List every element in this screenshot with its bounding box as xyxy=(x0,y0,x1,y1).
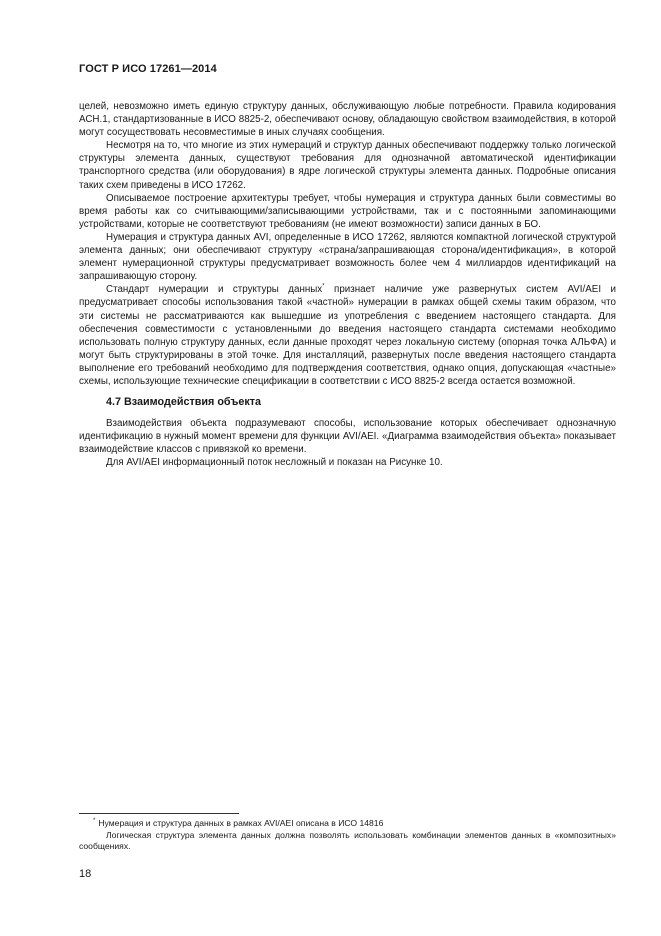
body-text xyxy=(79,100,616,470)
footnote-divider xyxy=(79,813,239,814)
footnote-reference-mark: * xyxy=(322,284,325,291)
paragraph-numbering-standard-start: Стандарт нумерации и структуры данных xyxy=(106,284,323,296)
paragraph-object-interactions: Взаимодействия объекта подразумевают способы, использование которых обеспечивает однозначную идентификацию в нужный момент времени для функции AVI/AEI. «Диаграмма взаимодействия объекта» показывает взаимодействие классов с привязкой ко времени. xyxy=(79,418,616,456)
page-number: 18 xyxy=(79,868,92,880)
footnotes xyxy=(79,818,616,853)
footnote-1 xyxy=(79,818,616,830)
paragraph-numbering-standard xyxy=(79,283,616,388)
document-header: ГОСТ Р ИСО 17261—2014 xyxy=(79,63,217,75)
paragraph-avi-structure: Нумерация и структура данных AVI, определенные в ИСО 17262, являются компактной логической структурой элемента данных; они обеспечивают структуру «страна/запрашивающая сторона/идентификация», в которой элемент нумерационной структуры предусматривает возможность более чем 4 миллиардов идентификаций на запрашивающую сторону. xyxy=(79,231,616,283)
paragraph-numbering-support: Несмотря на то, что многие из этих нумераций и структур данных обеспечивают поддержку только логической структуры элемента данных, существуют требования для однозначной автоматической идентификации транспортного средства (или оборудования) в ядре логической структуры элемента данных. Подробные описания таких схем приведены в ИСО 17262. xyxy=(79,140,616,191)
paragraph-information-flow: Для AVI/AEI информационный поток несложный и показан на Рисунке 10. xyxy=(106,457,443,469)
section-title: 4.7 Взаимодействия объекта xyxy=(106,396,262,409)
paragraph-continuation: целей, невозможно иметь единую структуру данных, обслуживающую любые потребности. Правила кодирования АСН.1, стандартизованные в ИСО 8825-2, обеспечивают основу, обладающую свойством взаимодействия, в которой могут сосуществовать несовместимые в иных случаях сообщения. xyxy=(79,101,616,139)
paragraph-architecture: Описываемое построение архитектуры требует, чтобы нумерация и структура данных были совместимы во время работы как со считывающими/записывающими устройствами, так и с постоянными запоминающими устройствами, которые не соответствуют требованиям (не имеют возможности) записи данных в БО. xyxy=(79,192,616,230)
footnote-2: Логическая структура элемента данных должна позволять использовать комбинации элементов данных в «композитных» сообщениях. xyxy=(79,829,616,851)
footnote-mark: * xyxy=(93,818,96,825)
paragraph-numbering-standard-rest: признает наличие уже развернутых систем AVI/AEI и предусматривает способы использования такой «частной» нумерации в рамках общей схемы таким образом, что эти системы не рассматриваются как вышедшие из употребления с введением настоящего стандарта. Для обеспечения совместимости с установленными до введения настоящего стандарта системами необходимо использовать полную структуру данных, если данные проходят через локальную систему (опорная точка АЛЬФА) и могут быть структурированы в этой точке. Для инсталляций, развернутых после введения настоящего стандарта выполнение его требований необходимо для подтверждения соответствия, однако опция, допускающая «частные» схемы, использующие технические спецификации в соответствии с ИСО 8825-2 всегда остается возможной. xyxy=(79,284,616,387)
footnote-1-text: Нумерация и структура данных в рамках AVI/AEI описана в ИСО 14816 xyxy=(98,818,384,828)
